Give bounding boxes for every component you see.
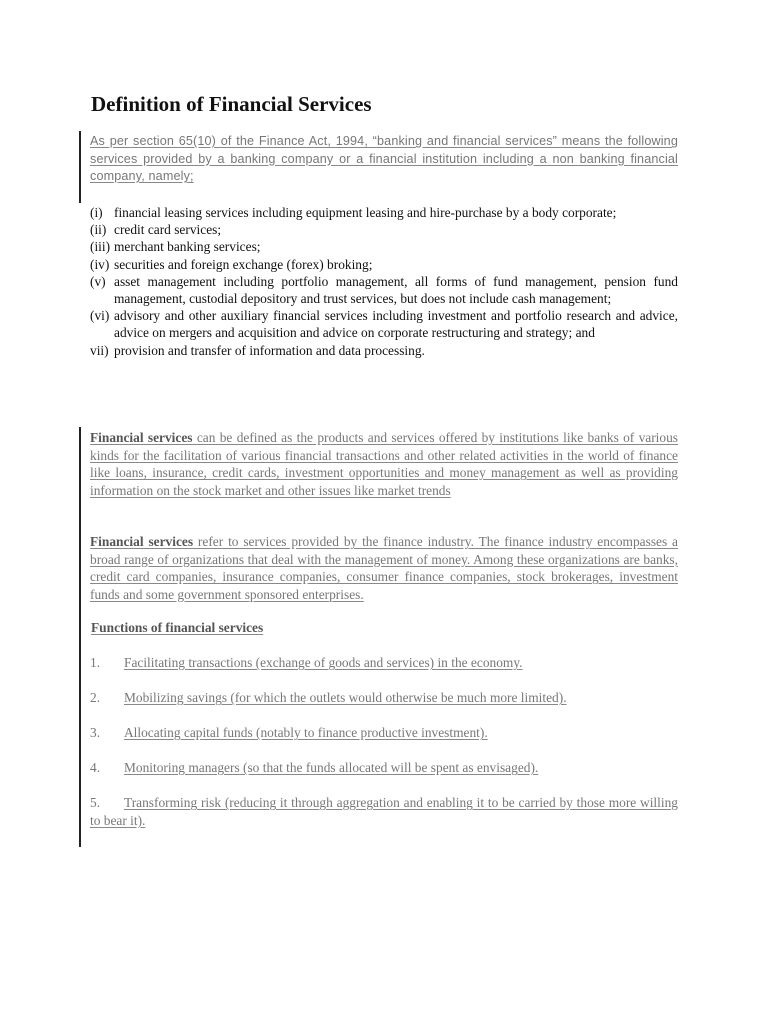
list-item-number: (iv)	[90, 256, 110, 272]
list-item-text: merchant banking services;	[114, 239, 261, 255]
definition-paragraph-1	[90, 429, 678, 499]
list-item-text: provision and transfer of information and data processing.	[114, 342, 425, 358]
function-item	[90, 759, 678, 777]
list-item-text: asset management including portfolio management, all forms of fund management, pension fund management, custodial depository and trust services, but does not include cash management;	[114, 273, 678, 307]
list-item	[90, 307, 678, 341]
function-number: 5.	[90, 795, 101, 810]
definition-text: refer to services provided by the finance industry. The finance industry encompasses a broad range of organizations that deal with the management of money. Among these organizations are banks, credit card companies, insurance companies, consumer finance companies, stock brokerages, investment funds and some government sponsored enterprises.	[90, 534, 679, 602]
list-item-number: (iii)	[90, 239, 111, 255]
page-title: Definition of Financial Services	[91, 92, 372, 116]
function-text: Monitoring managers (so that the funds allocated will be spent as envisaged).	[124, 760, 539, 775]
function-item	[90, 794, 678, 829]
list-item	[90, 204, 678, 221]
functions-heading: Functions of financial services	[91, 620, 264, 635]
function-number: 3.	[90, 725, 101, 740]
definition-paragraph-2	[90, 533, 678, 603]
list-item-number: (v)	[90, 273, 106, 289]
intro-paragraph: As per section 65(10) of the Finance Act, 1994, “banking and financial services” means the following services provided by a banking company or a financial institution including a non banking financial company, namely;	[90, 134, 678, 183]
list-item	[90, 342, 678, 359]
services-list	[90, 204, 678, 359]
list-item-text: advisory and other auxiliary financial services including investment and portfolio research and advice, advice on mergers and acquisition and advice on corporate restructuring and strategy; and	[114, 308, 678, 341]
function-text: Allocating capital funds (notably to finance productive investment).	[124, 725, 488, 740]
list-item	[90, 256, 678, 273]
change-bar	[79, 427, 81, 847]
list-item-number: vii)	[90, 342, 109, 358]
function-number: 2.	[90, 690, 101, 705]
definition-text: can be defined as the products and services offered by institutions like banks of various kinds for the facilitation of various financial transactions and other related activities in the world of finance like loans, insurance, credit cards, investment opportunities and money management as well as providing information on the stock market and other issues like market trends	[90, 430, 679, 498]
list-item-text: securities and foreign exchange (forex) broking;	[114, 256, 373, 272]
function-text: Mobilizing savings (for which the outlets would otherwise be much more limited).	[124, 690, 567, 705]
function-number: 1.	[90, 655, 101, 670]
change-bar	[79, 131, 81, 203]
definition-term: Financial services	[90, 534, 194, 549]
list-item-text: financial leasing services including equipment leasing and hire-purchase by a body corporate;	[114, 205, 617, 220]
function-item	[90, 724, 678, 742]
function-number: 4.	[90, 760, 101, 775]
definition-term: Financial services	[90, 430, 193, 445]
list-item-number: (ii)	[90, 222, 107, 238]
list-item	[90, 238, 678, 255]
function-text: Facilitating transactions (exchange of goods and services) in the economy.	[124, 655, 523, 670]
function-text: Transforming risk (reducing it through aggregation and enabling it to be carried by those more willing to bear it).	[90, 795, 678, 828]
list-item	[90, 221, 678, 238]
list-item-text: credit card services;	[114, 222, 222, 238]
function-item	[90, 689, 678, 707]
function-item	[90, 654, 678, 672]
list-item	[90, 273, 678, 307]
list-item-number: (vi)	[90, 308, 110, 324]
list-item-number: (i)	[90, 205, 103, 220]
